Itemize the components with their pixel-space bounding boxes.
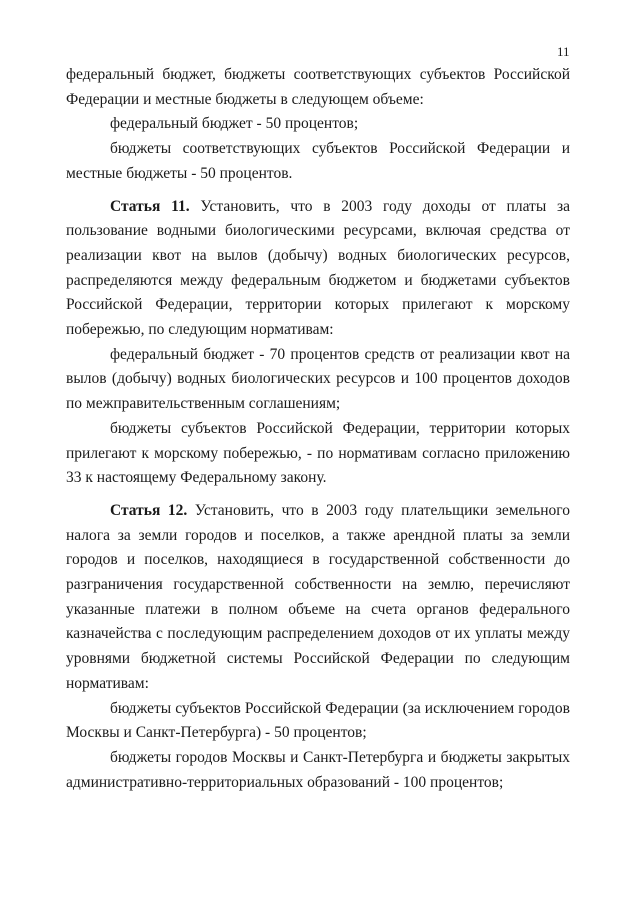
paragraph-article-12 xyxy=(66,499,570,697)
document-body xyxy=(66,63,570,795)
paragraph-article-11 xyxy=(66,195,570,343)
page-number: 11 xyxy=(557,44,570,59)
article-11-label: Статья 11. xyxy=(110,197,190,215)
paragraph-article-11-regional-share: бюджеты субъектов Российской Федерации, территории которых прилегают к морскому побережью, - по нормативам согласно приложению 33 к настоящему Федеральному закону. xyxy=(66,419,570,487)
article-12-text: Установить, что в 2003 году плательщики земельного налога за земли городов и поселков, а также арендной платы за земли городов и поселков, находящиеся в государственной собственности до разграничения государственной собственности на землю, перечисляют указанные платежи в полном объеме на счета органов федерального казначейства с последующим распределением доходов от их уплаты между уровнями бюджетной системы Российской Федерации по следующим нормативам: xyxy=(66,501,571,692)
article-11-text: Установить, что в 2003 году доходы от платы за пользование водными биологическими ресурсами, включая средства от реализации квот на вылов (добычу) водных биологических ресурсов, распределяются между федеральным бюджетом и бюджетами субъектов Российской Федерации, территории которых прилегают к морскому побережью, по следующим нормативам: xyxy=(66,197,571,339)
paragraph-article-12-cities-share: бюджеты городов Москвы и Санкт-Петербурга и бюджеты закрытых административно-территориальных образований - 100 процентов; xyxy=(66,748,570,791)
paragraph-article-11-federal-share: федеральный бюджет - 70 процентов средств от реализации квот на вылов (добычу) водных биологических ресурсов и 100 процентов доходов по межправительственным соглашениям; xyxy=(66,345,570,413)
paragraph-article-12-regional-share: бюджеты субъектов Российской Федерации (за исключением городов Москвы и Санкт-Петербурга) - 50 процентов; xyxy=(66,699,570,742)
paragraph-intro-continuation: федеральный бюджет, бюджеты соответствующих субъектов Российской Федерации и местные бюджеты в следующем объеме: xyxy=(66,66,570,108)
paragraph-regional-local-budget-share: бюджеты соответствующих субъектов Российской Федерации и местные бюджеты - 50 процентов. xyxy=(66,140,570,182)
article-12-label: Статья 12. xyxy=(110,501,188,519)
paragraph-federal-budget-share: федеральный бюджет - 50 процентов; xyxy=(110,115,359,133)
